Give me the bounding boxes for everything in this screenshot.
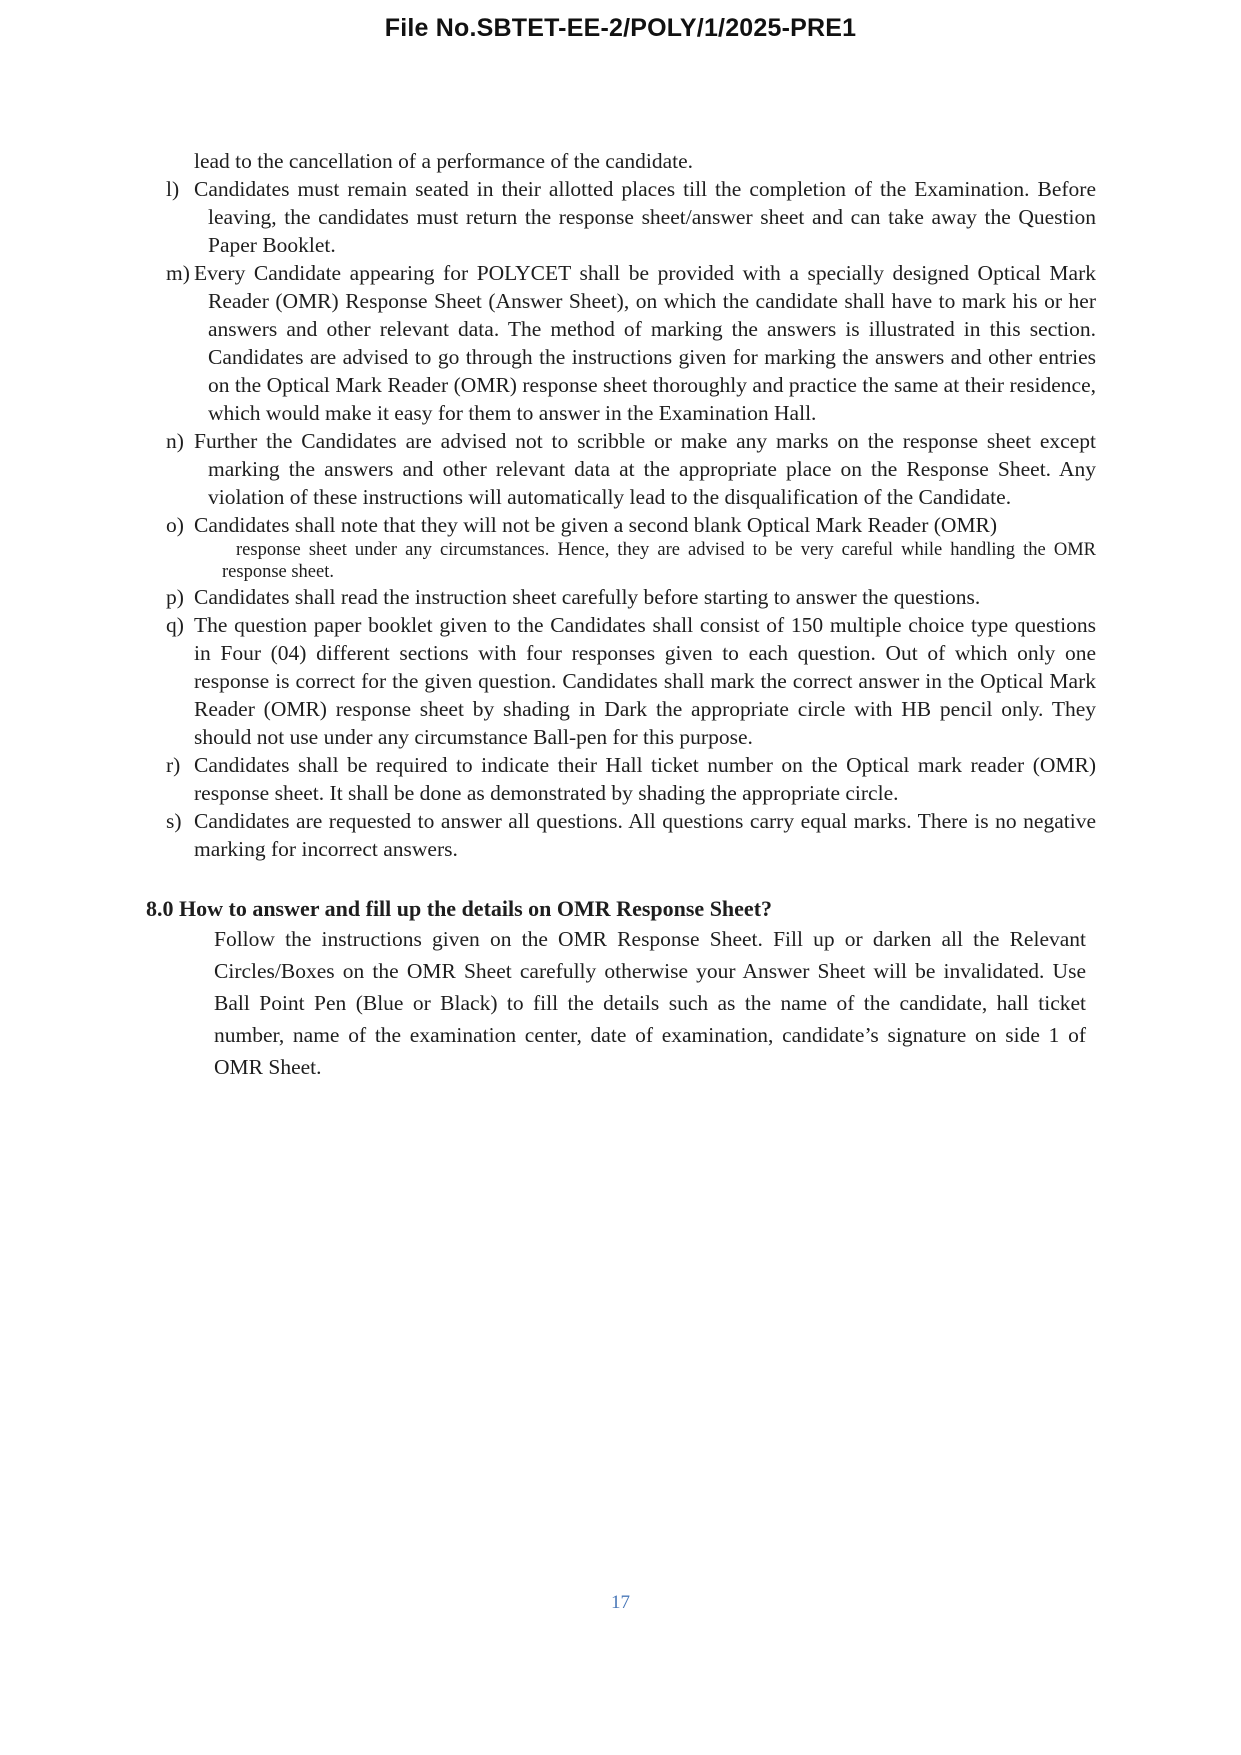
item-text: Every Candidate appearing for POLYCET shall be provided with a specially designed Optical Mark Reader (OMR) Response Sheet (Answer Sheet), on which the candidate shall have to mark his or her answers and other relevant data. The method of marking the answers is illustrated in this section. Candidates are advised to go through the instructions given for marking the answers and other entries on the Optical Mark Reader (OMR) response sheet thoroughly and practice the same at their residence, which would make it easy for them to answer in the Examination Hall. [194,261,1096,425]
instruction-item-m [166,259,1096,427]
instruction-item-l [166,175,1096,259]
item-marker: p) [166,585,184,609]
item-text: Candidates are requested to answer all questions. All questions carry equal marks. There is no negative marking for incorrect answers. [194,809,1096,861]
instruction-item-s [166,807,1096,863]
item-text-small: response sheet under any circumstances. Hence, they are advised to be very careful while handling the OMR response sheet. [222,540,1096,582]
document-body [146,147,1096,1083]
item-text: Candidates shall note that they will not be given a second blank Optical Mark Reader (OMR) [194,513,998,537]
item-text: Candidates shall be required to indicate their Hall ticket number on the Optical mark reader (OMR) response sheet. It shall be done as demonstrated by shading the appropriate circle. [194,753,1096,805]
page-number: 17 [611,1592,630,1613]
item-marker: n) [166,429,184,453]
instruction-item-q [166,611,1096,751]
item-marker: s) [166,809,182,833]
instruction-item-p [166,583,1096,611]
instruction-item-n [166,427,1096,511]
item-marker: r) [166,753,181,777]
item-marker: l) [166,177,180,201]
file-number-header: File No.SBTET-EE-2/POLY/1/2025-PRE1 [384,14,857,42]
instruction-item-o [166,511,1096,583]
item-marker: m) [166,261,190,285]
section-body: Follow the instructions given on the OMR Response Sheet. Fill up or darken all the Relevant Circles/Boxes on the OMR Sheet carefully otherwise your Answer Sheet will be invalidated. Use Ball Point Pen (Blue or Black) to fill the details such as the name of the candidate, hall ticket number, name of the examination center, date of examination, candidate’s signature on side 1 of OMR Sheet. [214,927,1086,1079]
item-text: Candidates must remain seated in their allotted places till the completion of the Examination. Before leaving, the candidates must return the response sheet/answer sheet and can take away the Question Paper Booklet. [194,177,1096,257]
item-marker: o) [166,513,184,537]
item-text: Candidates shall read the instruction sheet carefully before starting to answer the questions. [194,585,981,609]
continuation-text: lead to the cancellation of a performance of the candidate. [194,149,694,173]
item-text: The question paper booklet given to the Candidates shall consist of 150 multiple choice type questions in Four (04) different sections with four responses given to each question. Out of which only one response is correct for the given question. Candidates shall mark the correct answer in the Optical Mark Reader (OMR) response sheet by shading in Dark the appropriate circle with HB pencil only. They should not use under any circumstance Ball-pen for this purpose. [194,613,1096,749]
item-text: Further the Candidates are advised not to scribble or make any marks on the response sheet except marking the answers and other relevant data at the appropriate place on the Response Sheet. Any violation of these instructions will automatically lead to the disqualification of the Candidate. [194,429,1096,509]
section-heading: 8.0 How to answer and fill up the details on OMR Response Sheet? [146,896,773,921]
instruction-item-r [166,751,1096,807]
item-marker: q) [166,613,184,637]
